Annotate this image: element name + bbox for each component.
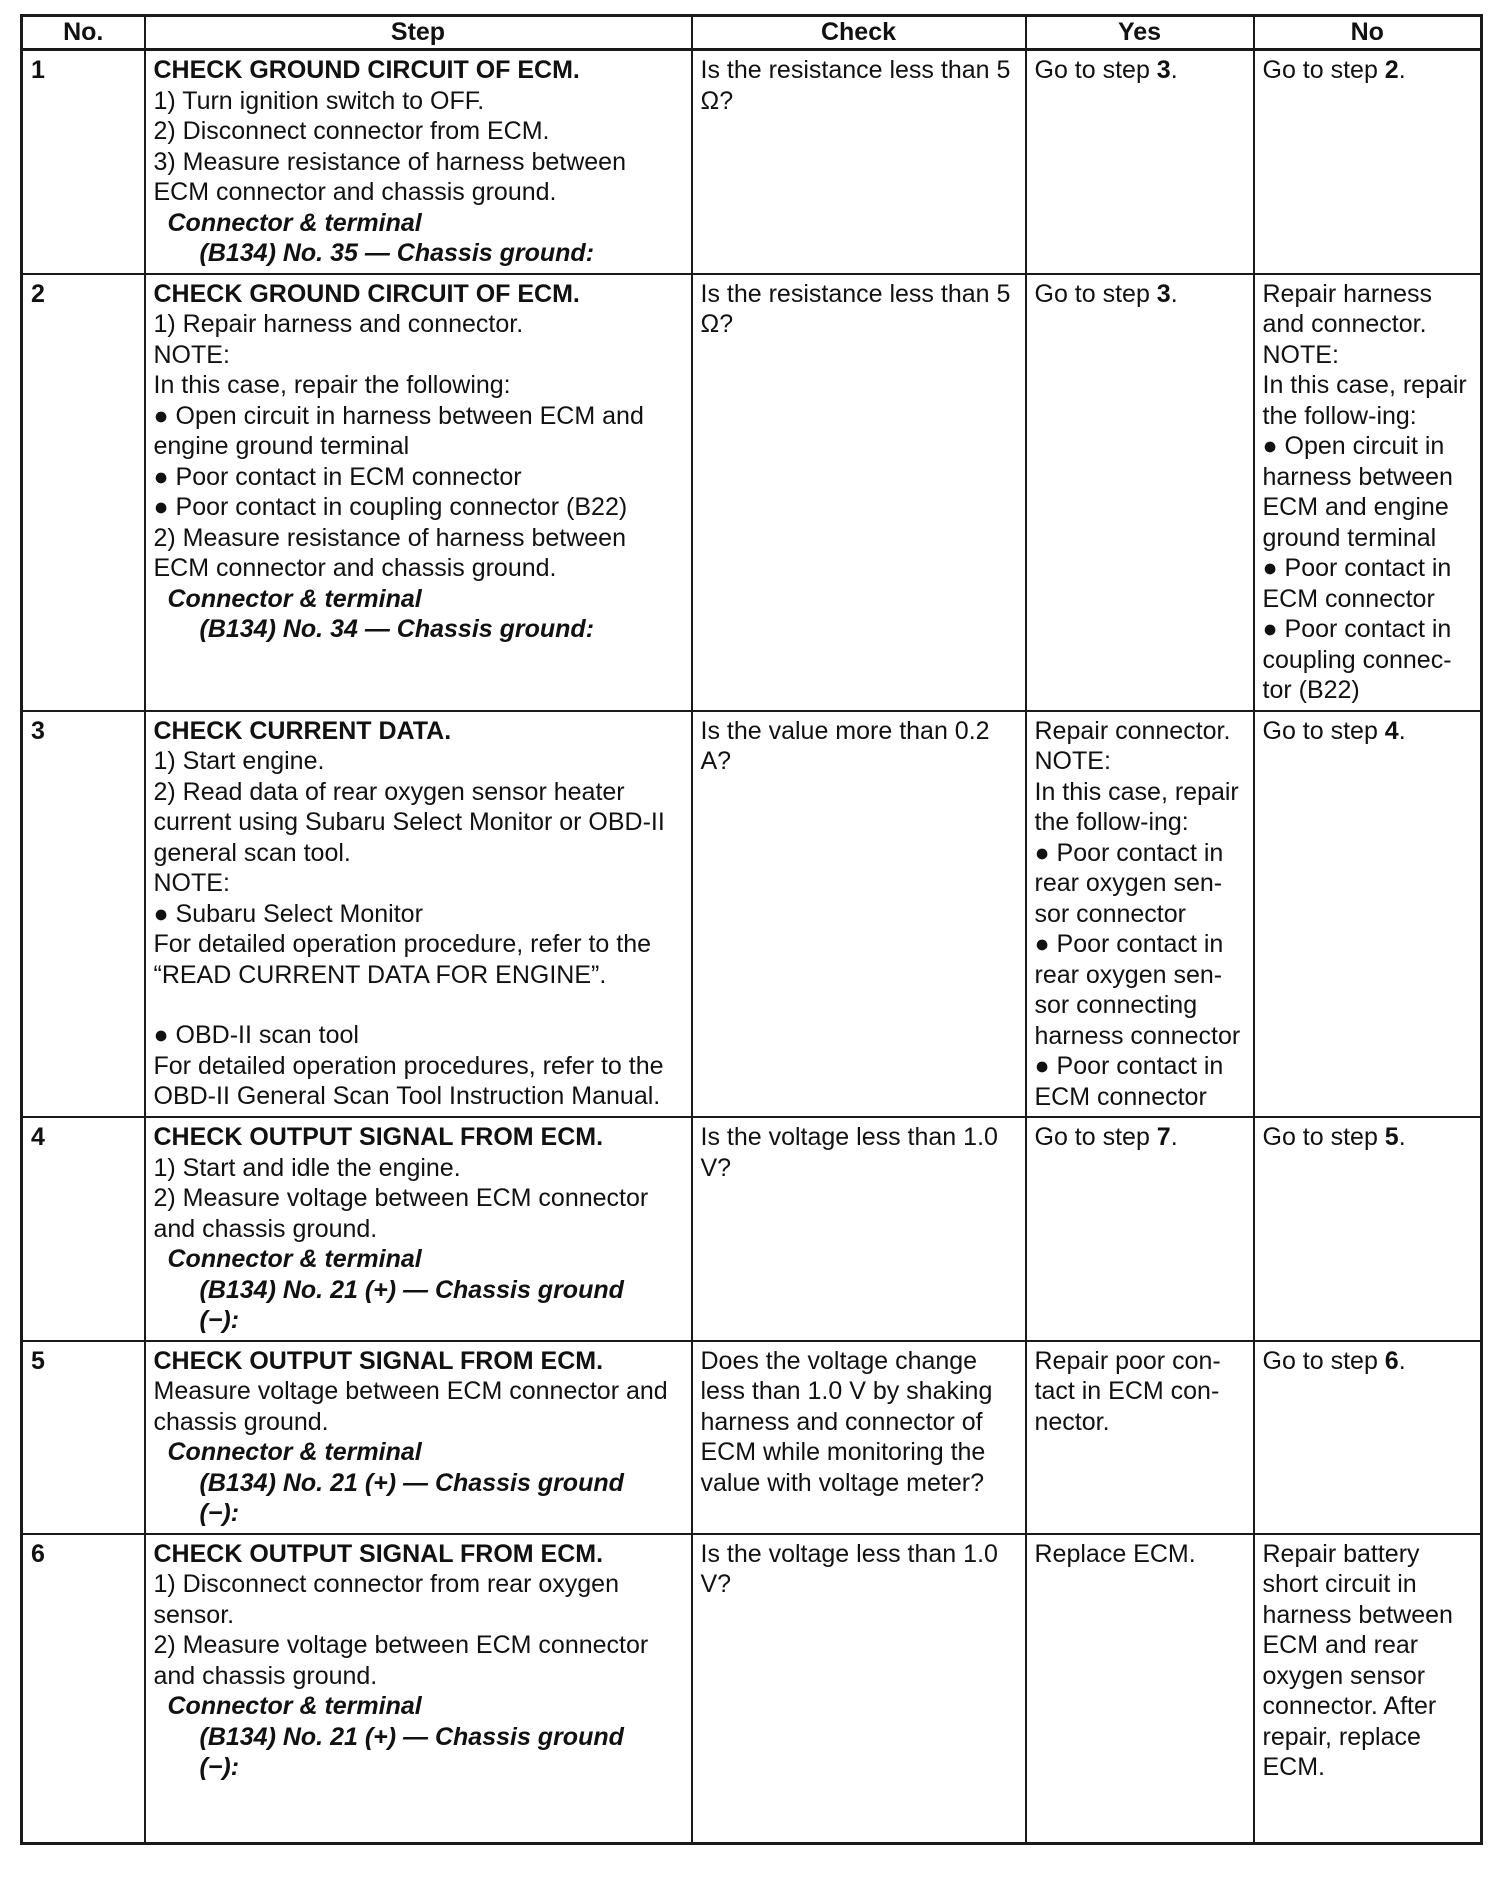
step-cell [145, 711, 692, 1118]
step-number: 5 [22, 1341, 145, 1534]
check-cell: Is the voltage less than 1.0 V? [692, 1117, 1026, 1341]
check-cell: Does the voltage change less than 1.0 V by shaking harness and connector of ECM while monitoring the value with voltage meter? [692, 1341, 1026, 1534]
step-connector-text: Connector & terminal [167, 584, 422, 613]
step-line: ● Open circuit in harness between ECM and engine ground terminal [153, 401, 644, 460]
yes-line: ● Poor contact in rear oxygen sen-sor connecting harness connector [1034, 930, 1241, 1050]
step-line: 2) Measure voltage between ECM connector and chassis ground. [153, 1631, 649, 1690]
step-line: For detailed operation procedure, refer to the “READ CURRENT DATA FOR ENGINE”. [153, 930, 652, 989]
step-number: 3 [22, 711, 145, 1118]
step-cell [145, 274, 692, 711]
check-cell: Is the resistance less than 5 Ω? [692, 50, 1026, 274]
no-line: ● Poor contact in coupling connec-tor (B22) [1262, 615, 1452, 704]
no-line: NOTE: [1262, 340, 1339, 369]
header-step: Step [145, 16, 692, 50]
yes-line: In this case, repair the follow-ing: [1034, 777, 1239, 836]
step-number: 1 [22, 50, 145, 274]
step-connector-text: Connector & terminal [167, 1438, 422, 1466]
step-cell [145, 1534, 692, 1844]
no-cell [1254, 1534, 1482, 1844]
header-check: Check [692, 16, 1026, 50]
check-cell: Is the voltage less than 1.0 V? [692, 1534, 1026, 1844]
step-connector-text: (−): [199, 1499, 240, 1527]
yes-line: Repair connector. [1034, 716, 1231, 745]
no-line: In this case, repair the follow-ing: [1262, 371, 1467, 430]
yes-line: Repair poor con-tact in ECM con-nector. [1034, 1346, 1221, 1436]
step-line: ● Subaru Select Monitor [153, 899, 423, 928]
step-cell [145, 1117, 692, 1341]
step-title: CHECK OUTPUT SIGNAL FROM ECM. [153, 1123, 604, 1151]
step-line: 1) Turn ignition switch to OFF. [153, 86, 485, 115]
no-cell [1254, 1341, 1482, 1534]
step-line: 3) Measure resistance of harness between ECM connector and chassis ground. [153, 147, 626, 206]
step-cell [145, 1341, 692, 1534]
no-cell [1254, 711, 1482, 1118]
step-line: In this case, repair the following: [153, 371, 511, 399]
step-number: 4 [22, 1117, 145, 1341]
table-row [22, 1117, 1482, 1341]
no-line: ● Open circuit in harness between ECM and engine ground terminal [1262, 432, 1453, 552]
yes-line: Go to step 3. [1034, 279, 1178, 308]
target-step-number: 5 [1384, 1123, 1399, 1151]
step-line: 2) Measure resistance of harness between ECM connector and chassis ground. [153, 523, 626, 582]
step-title: CHECK OUTPUT SIGNAL FROM ECM. [153, 1346, 604, 1375]
check-cell: Is the value more than 0.2 A? [692, 711, 1026, 1118]
no-cell [1254, 274, 1482, 711]
no-line: Go to step 6. [1262, 1346, 1406, 1375]
yes-cell [1026, 50, 1254, 274]
table-body [22, 50, 1482, 1844]
step-line: ● Poor contact in coupling connector (B22) [153, 493, 628, 521]
step-line: 1) Start engine. [153, 747, 325, 775]
step-title: CHECK CURRENT DATA. [153, 716, 452, 745]
no-cell [1254, 1117, 1482, 1341]
table-row [22, 1534, 1482, 1844]
table-row [22, 274, 1482, 711]
step-connector-text: Connector & terminal [167, 208, 422, 237]
step-line: 2) Measure voltage between ECM connector and chassis ground. [153, 1184, 649, 1243]
step-connector-text: (−): [199, 1306, 240, 1334]
table-row [22, 50, 1482, 274]
step-line [154, 990, 683, 1020]
no-line: Repair battery short circuit in harness between ECM and rear oxygen sensor connector. After repair, replace ECM. [1262, 1539, 1453, 1781]
step-connector-text: Connector & terminal [167, 1245, 422, 1273]
table-row [22, 1341, 1482, 1534]
step-connector-text: (B134) No. 34 — Chassis ground: [199, 615, 595, 643]
no-line: Go to step 2. [1262, 56, 1406, 84]
yes-line: Go to step 7. [1034, 1123, 1178, 1151]
step-line: 2) Disconnect connector from ECM. [153, 117, 550, 145]
step-connector-text: Connector & terminal [167, 1692, 422, 1720]
target-step-number: 3 [1156, 279, 1171, 308]
header-no: No. [22, 16, 145, 50]
yes-cell [1026, 1117, 1254, 1341]
table-row [22, 711, 1482, 1118]
step-line: 1) Start and idle the engine. [153, 1153, 461, 1182]
yes-line: Replace ECM. [1034, 1539, 1196, 1568]
check-cell: Is the resistance less than 5 Ω? [692, 274, 1026, 711]
step-line: For detailed operation procedures, refer to the OBD-II General Scan Tool Instruction Manual. [153, 1051, 664, 1110]
step-title: CHECK GROUND CIRCUIT OF ECM. [153, 279, 580, 308]
target-step-number: 2 [1384, 56, 1399, 84]
step-line: 2) Read data of rear oxygen sensor heater current using Subaru Select Monitor or OBD-II general scan tool. [153, 777, 665, 867]
step-number: 2 [22, 274, 145, 711]
step-line: 1) Repair harness and connector. [153, 310, 524, 338]
step-connector-text: (B134) No. 21 (+) — Chassis ground [199, 1468, 624, 1497]
step-cell [145, 50, 692, 274]
header-no-result: No [1254, 16, 1482, 50]
yes-line: Go to step 3. [1034, 56, 1178, 84]
no-line: Go to step 5. [1262, 1123, 1406, 1151]
step-connector-text: (B134) No. 21 (+) — Chassis ground [199, 1275, 624, 1304]
target-step-number: 3 [1156, 56, 1171, 84]
yes-cell [1026, 1341, 1254, 1534]
table-header-row [22, 16, 1482, 50]
no-cell [1254, 50, 1482, 274]
yes-cell [1026, 1534, 1254, 1844]
step-line: 1) Disconnect connector from rear oxygen sensor. [153, 1570, 619, 1629]
header-yes: Yes [1026, 16, 1254, 50]
step-line: Measure voltage between ECM connector and chassis ground. [153, 1377, 668, 1436]
step-line: ● Poor contact in ECM connector [153, 462, 522, 491]
yes-cell [1026, 274, 1254, 711]
no-line: Go to step 4. [1262, 716, 1406, 745]
step-connector-text: (−): [199, 1753, 240, 1781]
target-step-number: 4 [1384, 716, 1399, 745]
target-step-number: 7 [1156, 1123, 1171, 1151]
step-connector-text: (B134) No. 35 — Chassis ground: [199, 239, 595, 267]
troubleshooting-table [20, 14, 1483, 1845]
no-line: ● Poor contact in ECM connector [1262, 554, 1452, 613]
step-title: CHECK GROUND CIRCUIT OF ECM. [153, 56, 580, 84]
yes-line: ● Poor contact in ECM connector [1034, 1052, 1224, 1111]
step-line: ● OBD-II scan tool [153, 1021, 359, 1049]
yes-cell [1026, 711, 1254, 1118]
step-title: CHECK OUTPUT SIGNAL FROM ECM. [153, 1539, 604, 1568]
target-step-number: 6 [1384, 1346, 1399, 1375]
step-number: 6 [22, 1534, 145, 1844]
yes-line: NOTE: [1034, 747, 1111, 775]
no-line: Repair harness and connector. [1262, 279, 1433, 338]
step-line: NOTE: [153, 869, 230, 897]
step-line: NOTE: [153, 340, 230, 369]
yes-line: ● Poor contact in rear oxygen sen-sor connector [1034, 838, 1224, 928]
step-connector-text: (B134) No. 21 (+) — Chassis ground [199, 1722, 624, 1751]
